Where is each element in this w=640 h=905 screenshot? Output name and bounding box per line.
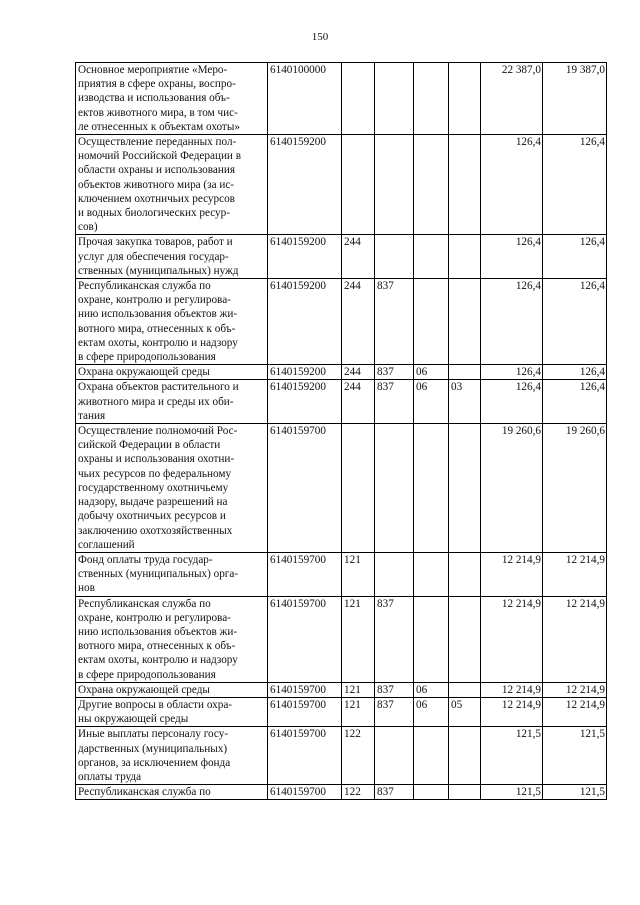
- name-cell: [76, 682, 268, 697]
- name-cell: [76, 727, 268, 785]
- section-cell: 06: [414, 697, 449, 726]
- subsection-cell: [449, 365, 481, 380]
- table-row: [76, 63, 607, 135]
- name-line: Другие вопросы в области охра-: [78, 698, 233, 711]
- name-line: ектам охоты, контролю и надзору: [78, 654, 238, 667]
- section-cell: [414, 63, 449, 135]
- amount-year2-cell: 12 214,9: [543, 697, 607, 726]
- page-number: 150: [311, 31, 329, 43]
- csr-code-cell: 6140159200: [268, 235, 342, 279]
- administrator-code-cell: 837: [375, 365, 414, 380]
- name-line: вотного мира, отнесенных к объ-: [78, 640, 236, 653]
- table-row: [76, 380, 607, 424]
- name-line: охране, контролю и регулирова-: [78, 611, 231, 624]
- amount-year2-cell: 126,4: [543, 235, 607, 279]
- expense-type-cell: 121: [342, 682, 375, 697]
- name-line: охраны и использования охотни-: [78, 453, 235, 466]
- name-line: номочий Российской Федерации в: [78, 150, 241, 163]
- section-cell: 06: [414, 380, 449, 424]
- amount-year1-cell: 126,4: [481, 380, 543, 424]
- table-row: [76, 279, 607, 365]
- csr-code-cell: 6140159700: [268, 424, 342, 553]
- section-cell: [414, 596, 449, 682]
- name-line: в сфере природопользования: [78, 351, 216, 364]
- subsection-cell: [449, 135, 481, 235]
- section-cell: [414, 552, 449, 596]
- subsection-cell: [449, 682, 481, 697]
- name-line: нию использования объектов жи-: [78, 625, 238, 638]
- csr-code-cell: 6140100000: [268, 63, 342, 135]
- name-line: соглашений: [78, 538, 135, 551]
- name-line: Охрана окружающей среды: [78, 683, 210, 696]
- name-line: в сфере природопользования: [78, 668, 216, 681]
- name-line: ственных (муниципальных) нужд: [78, 264, 239, 277]
- amount-year2-cell: 12 214,9: [543, 682, 607, 697]
- subsection-cell: 03: [449, 380, 481, 424]
- name-cell: [76, 135, 268, 235]
- name-line: приятия в сфере охраны, воспро-: [78, 78, 236, 91]
- administrator-code-cell: 837: [375, 682, 414, 697]
- name-line: органов, за исключением фонда: [78, 756, 231, 769]
- administrator-code-cell: [375, 63, 414, 135]
- table-row: [76, 424, 607, 553]
- name-line: Осуществление полномочий Рос-: [78, 425, 238, 438]
- section-cell: [414, 727, 449, 785]
- expense-type-cell: [342, 424, 375, 553]
- table-row: [76, 552, 607, 596]
- name-line: нию использования объектов жи-: [78, 308, 238, 321]
- amount-year2-cell: 12 214,9: [543, 596, 607, 682]
- csr-code-cell: 6140159200: [268, 365, 342, 380]
- name-cell: [76, 365, 268, 380]
- amount-year1-cell: 121,5: [481, 727, 543, 785]
- table-row: [76, 697, 607, 726]
- subsection-cell: [449, 552, 481, 596]
- amount-year1-cell: 121,5: [481, 785, 543, 800]
- section-cell: 06: [414, 682, 449, 697]
- table-row: [76, 235, 607, 279]
- csr-code-cell: 6140159700: [268, 682, 342, 697]
- name-line: надзору, выдаче разрешений на: [78, 496, 228, 509]
- administrator-code-cell: [375, 552, 414, 596]
- section-cell: [414, 135, 449, 235]
- expense-type-cell: [342, 135, 375, 235]
- name-line: чьих ресурсов по федеральному: [78, 467, 232, 480]
- expense-type-cell: 244: [342, 279, 375, 365]
- name-line: сийской Федерации в области: [78, 439, 221, 452]
- amount-year1-cell: 12 214,9: [481, 697, 543, 726]
- amount-year2-cell: 19 260,6: [543, 424, 607, 553]
- name-line: и водных биологических ресур-: [78, 207, 230, 220]
- amount-year2-cell: 19 387,0: [543, 63, 607, 135]
- expense-type-cell: 121: [342, 596, 375, 682]
- name-cell: [76, 552, 268, 596]
- administrator-code-cell: 837: [375, 697, 414, 726]
- name-line: животного мира и среды их оби-: [78, 395, 234, 408]
- expense-type-cell: 122: [342, 785, 375, 800]
- name-line: сов): [78, 221, 98, 234]
- csr-code-cell: 6140159700: [268, 785, 342, 800]
- name-cell: [76, 279, 268, 365]
- table-row: [76, 596, 607, 682]
- table-row: [76, 785, 607, 800]
- table-body: [76, 63, 607, 800]
- subsection-cell: [449, 235, 481, 279]
- amount-year2-cell: 126,4: [543, 135, 607, 235]
- table-row: [76, 727, 607, 785]
- expense-type-cell: 122: [342, 727, 375, 785]
- amount-year1-cell: 126,4: [481, 365, 543, 380]
- subsection-cell: [449, 727, 481, 785]
- csr-code-cell: 6140159700: [268, 552, 342, 596]
- amount-year2-cell: 126,4: [543, 380, 607, 424]
- amount-year1-cell: 19 260,6: [481, 424, 543, 553]
- name-line: ственных (муниципальных) орга-: [78, 568, 239, 581]
- section-cell: [414, 279, 449, 365]
- expense-type-cell: 244: [342, 235, 375, 279]
- administrator-code-cell: [375, 727, 414, 785]
- section-cell: 06: [414, 365, 449, 380]
- budget-table: [75, 62, 607, 800]
- name-line: услуг для обеспечения государ-: [78, 250, 229, 263]
- expense-type-cell: 121: [342, 697, 375, 726]
- name-line: охране, контролю и регулирова-: [78, 294, 231, 307]
- amount-year1-cell: 12 214,9: [481, 596, 543, 682]
- expense-type-cell: 121: [342, 552, 375, 596]
- name-line: ле отнесенных к объектам охоты»: [78, 120, 240, 133]
- subsection-cell: [449, 424, 481, 553]
- name-line: Иные выплаты персоналу госу-: [78, 728, 229, 741]
- amount-year1-cell: 126,4: [481, 235, 543, 279]
- amount-year1-cell: 22 387,0: [481, 63, 543, 135]
- name-cell: [76, 63, 268, 135]
- subsection-cell: [449, 63, 481, 135]
- name-line: Республиканская служба по: [78, 597, 211, 610]
- name-line: тания: [78, 409, 106, 422]
- amount-year2-cell: 12 214,9: [543, 552, 607, 596]
- subsection-cell: [449, 785, 481, 800]
- section-cell: [414, 424, 449, 553]
- name-cell: [76, 697, 268, 726]
- name-line: объектов животного мира (за ис-: [78, 178, 235, 191]
- subsection-cell: [449, 279, 481, 365]
- name-line: ны окружающей среды: [78, 713, 189, 726]
- name-line: Прочая закупка товаров, работ и: [78, 236, 233, 249]
- amount-year1-cell: 12 214,9: [481, 682, 543, 697]
- name-line: Республиканская служба по: [78, 786, 211, 799]
- amount-year1-cell: 126,4: [481, 279, 543, 365]
- csr-code-cell: 6140159200: [268, 279, 342, 365]
- name-line: нов: [78, 582, 95, 595]
- name-cell: [76, 424, 268, 553]
- administrator-code-cell: [375, 235, 414, 279]
- name-line: ектам охоты, контролю и надзору: [78, 336, 238, 349]
- amount-year2-cell: 126,4: [543, 279, 607, 365]
- administrator-code-cell: 837: [375, 380, 414, 424]
- administrator-code-cell: 837: [375, 596, 414, 682]
- name-line: Осуществление переданных пол-: [78, 136, 237, 149]
- name-cell: [76, 785, 268, 800]
- name-cell: [76, 380, 268, 424]
- csr-code-cell: 6140159700: [268, 697, 342, 726]
- administrator-code-cell: [375, 135, 414, 235]
- name-line: оплаты труда: [78, 770, 142, 783]
- subsection-cell: [449, 596, 481, 682]
- name-line: добычу охотничьих ресурсов и: [78, 510, 226, 523]
- administrator-code-cell: 837: [375, 279, 414, 365]
- table-row: [76, 682, 607, 697]
- name-line: Республиканская служба по: [78, 280, 211, 293]
- administrator-code-cell: 837: [375, 785, 414, 800]
- section-cell: [414, 235, 449, 279]
- name-line: Охрана окружающей среды: [78, 366, 210, 379]
- name-line: Охрана объектов растительного и: [78, 381, 239, 394]
- administrator-code-cell: [375, 424, 414, 553]
- section-cell: [414, 785, 449, 800]
- name-cell: [76, 596, 268, 682]
- name-line: Основное мероприятие «Меро-: [78, 64, 228, 76]
- amount-year1-cell: 12 214,9: [481, 552, 543, 596]
- expense-type-cell: [342, 63, 375, 135]
- amount-year2-cell: 121,5: [543, 727, 607, 785]
- csr-code-cell: 6140159700: [268, 596, 342, 682]
- name-line: изводства и использования объ-: [78, 92, 230, 105]
- subsection-cell: 05: [449, 697, 481, 726]
- name-line: ектов животного мира, в том чис-: [78, 106, 238, 119]
- table-row: [76, 365, 607, 380]
- name-line: вотного мира, отнесенных к объ-: [78, 322, 236, 335]
- amount-year1-cell: 126,4: [481, 135, 543, 235]
- csr-code-cell: 6140159200: [268, 380, 342, 424]
- csr-code-cell: 6140159700: [268, 727, 342, 785]
- name-line: дарственных (муниципальных): [78, 742, 228, 755]
- expense-type-cell: 244: [342, 365, 375, 380]
- amount-year2-cell: 121,5: [543, 785, 607, 800]
- name-line: Фонд оплаты труда государ-: [78, 553, 213, 566]
- name-line: государственному охотничьему: [78, 481, 229, 494]
- csr-code-cell: 6140159200: [268, 135, 342, 235]
- expense-type-cell: 244: [342, 380, 375, 424]
- name-line: области охраны и использования: [78, 164, 235, 177]
- name-cell: [76, 235, 268, 279]
- amount-year2-cell: 126,4: [543, 365, 607, 380]
- name-line: ключением охотничьих ресурсов: [78, 192, 235, 205]
- table-row: [76, 135, 607, 235]
- name-line: заключению охотхозяйственных: [78, 524, 233, 537]
